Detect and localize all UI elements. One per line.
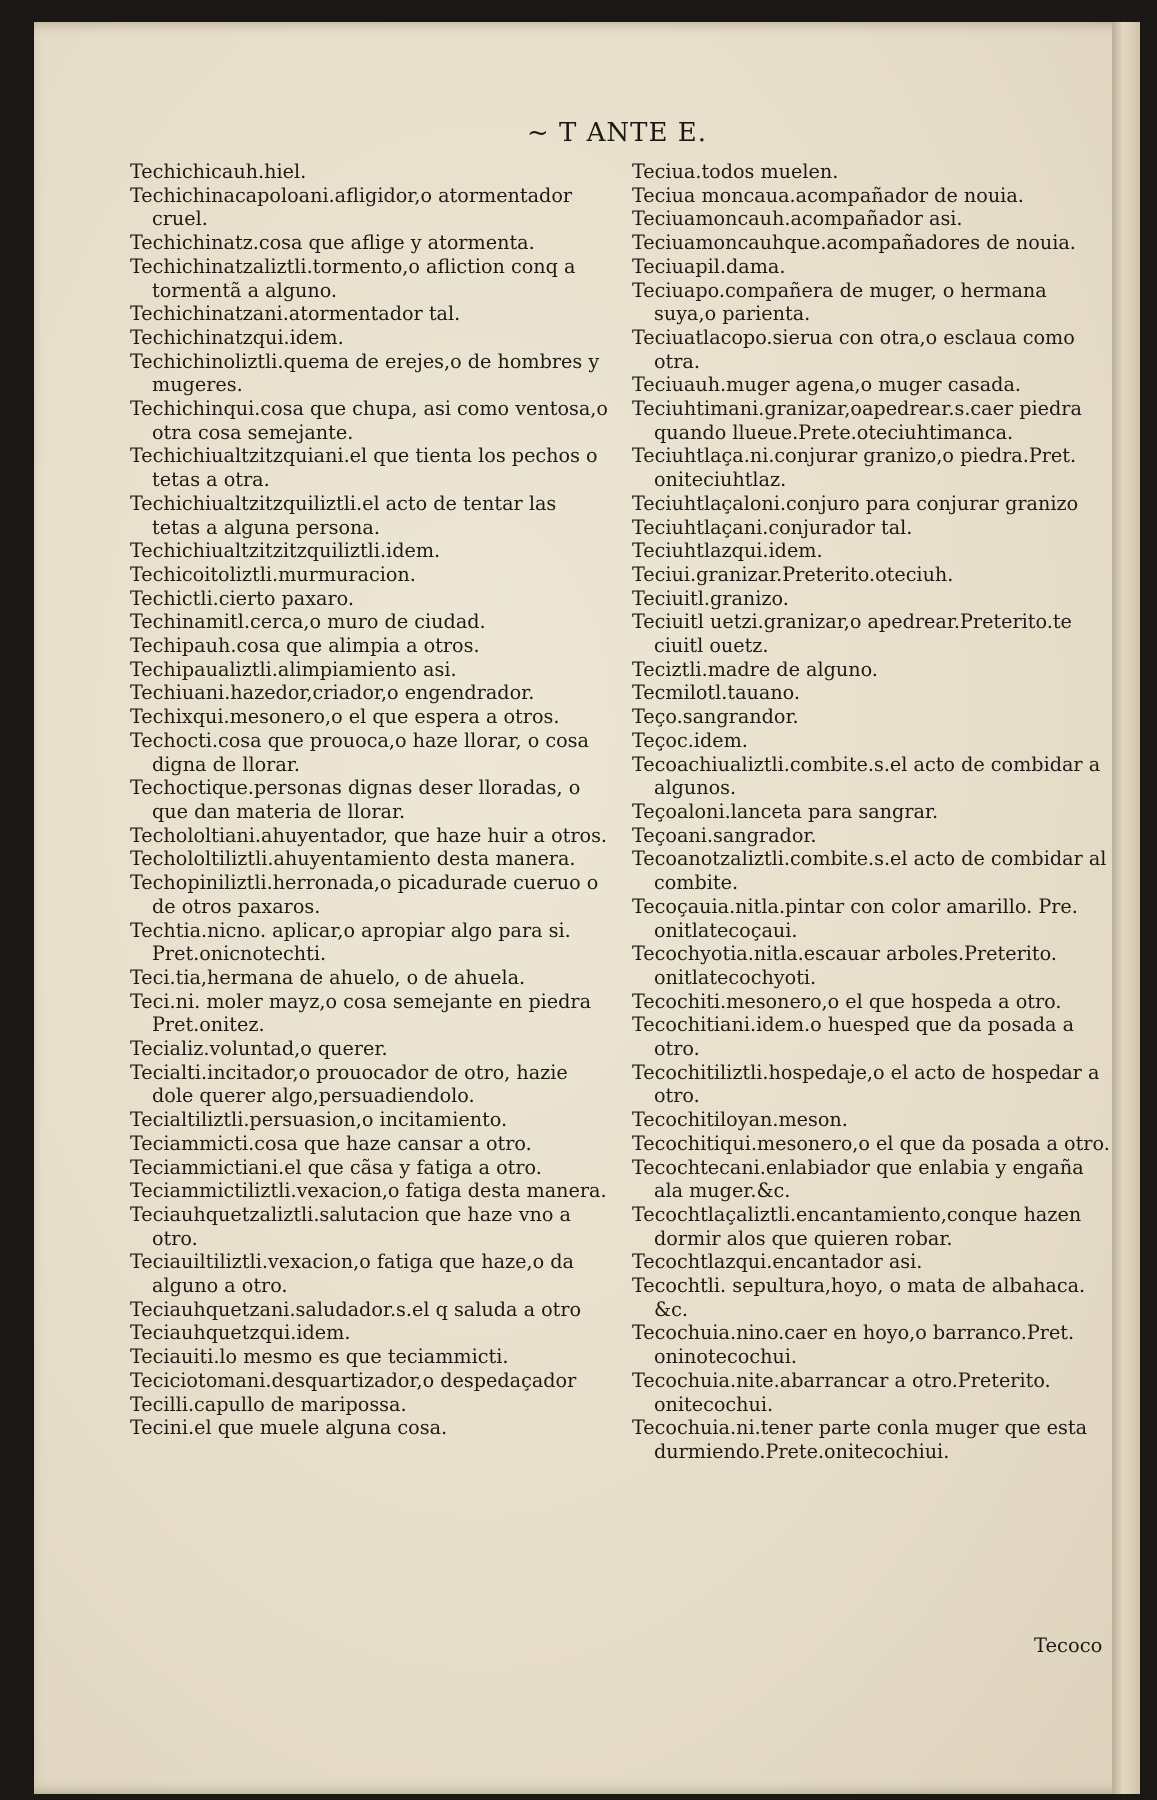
dictionary-entry: Teciui.granizar.Preterito.oteciuh. (632, 562, 954, 586)
dictionary-entry: Tecochitiqui.mesonero,o el que da posada a otro. (632, 1131, 1110, 1155)
dictionary-entry: Teçoc.idem. (632, 728, 748, 752)
dictionary-entry: Teçoaloni.lanceta para sangrar. (632, 799, 939, 823)
dictionary-entry: Techichinatz.cosa que aflige y atormenta. (130, 231, 535, 255)
dictionary-entry: Teciuamoncauh.acompañador asi. (632, 207, 963, 231)
dictionary-entry: Teciuamoncauhque.acompañadores de nouia. (632, 231, 1076, 255)
dictionary-entry: Tecochuia.ni.tener parte conla muger que esta durmiendo.Prete.onitecochiui. (632, 1416, 1088, 1463)
dictionary-entry: Teçoani.sangrador. (632, 823, 817, 847)
dictionary-entry: Teciuitl uetzi.granizar,o apedrear.Preterito.te ciuitl ouetz. (632, 610, 1072, 658)
dictionary-entry: Tecialti.incitador,o prouocador de otro, hazie dole querer algo,persuadiendolo. (130, 1060, 568, 1108)
dictionary-entry: Techichiualtzitzquiliztli.el acto de tentar las tetas a alguna persona. (130, 491, 557, 539)
dictionary-entry: Tecochuia.nino.caer en hoyo,o barranco.Pret. oninotecochui. (632, 1321, 1075, 1369)
dictionary-entry: Techichinatzani.atormentador tal. (130, 302, 461, 326)
dictionary-entry: Techichinatzaliztli.tormento,o afliction conq a tormentã a alguno. (130, 254, 576, 302)
dictionary-entry: Techictli.cierto paxaro. (130, 586, 354, 610)
dictionary-entry: Techixqui.mesonero,o el que espera a otros. (130, 705, 560, 729)
dictionary-entry: Tecochyotia.nitla.escauar arboles.Preterito. onitlatecochyoti. (632, 942, 1057, 989)
dictionary-entry: Tecochiti.mesonero,o el que hospeda a otro. (632, 989, 1062, 1013)
dictionary-entry: Teciammictiliztli.vexacion,o fatiga desta manera. (130, 1179, 607, 1203)
dictionary-entry: Techichiualtzitzquiani.el que tienta los pechos o tetas a otra. (130, 444, 598, 492)
dictionary-entry: Tecochtecani.enlabiador que enlabia y engaña ala muger.&c. (632, 1155, 1084, 1203)
dictionary-entry: Techicoitoliztli.murmuracion. (130, 562, 416, 586)
dictionary-entry: Techtia.nicno. aplicar,o apropiar algo para si. Pret.onicnotechti. (130, 918, 571, 966)
catchword: Tecoco (1034, 1634, 1103, 1657)
dictionary-entry: Teciammicti.cosa que haze cansar a otro. (130, 1131, 532, 1155)
dictionary-entry: Tecializ.voluntad,o querer. (130, 1037, 388, 1061)
dictionary-entry: Techinamitl.cerca,o muro de ciudad. (130, 610, 486, 634)
dictionary-entry: Teci.tia,hermana de ahuelo, o de ahuela. (130, 965, 526, 989)
dictionary-entry: Tecochtlaçaliztli.encantamiento,conque hazen dormir alos que quieren robar. (632, 1202, 1082, 1250)
dictionary-entry: Tecochitiani.idem.o huesped que da posada a otro. (632, 1013, 1075, 1061)
dictionary-entry: Teciuapil.dama. (632, 254, 786, 278)
dictionary-entry: Tecoçauia.nitla.pintar con color amarillo. Pre. onitlatecoçaui. (632, 894, 1078, 942)
dictionary-entry: Teciauhquetzaliztli.salutacion que haze vno a otro. (130, 1202, 571, 1250)
dictionary-entry: Teciuhtlaça.ni.conjurar granizo,o piedra.Pret. oniteciuhtlaz. (632, 444, 1077, 492)
dictionary-entry: Techopiniliztli.herronada,o picadurade cueruo o de otros paxaros. (130, 871, 599, 918)
dictionary-entry: Teciammictiani.el que cãsa y fatiga a otro. (130, 1155, 542, 1179)
dictionary-entry: Techichinqui.cosa que chupa, asi como ventosa,o otra cosa semejante. (130, 397, 608, 444)
dictionary-entry: Tecochitiloyan.meson. (632, 1108, 848, 1132)
dictionary-entry: Techichinoliztli.quema de erejes,o de hombres y mugeres. (130, 349, 600, 397)
facing-page-edge (1112, 22, 1140, 1794)
dictionary-entry: Teciuitl.granizo. (632, 586, 789, 610)
dictionary-entry: Teciua.todos muelen. (632, 160, 839, 183)
running-head: ~ T ANTE E. (526, 118, 707, 148)
dictionary-entry: Teciciotomani.desquartizador,o despedaçador (130, 1368, 577, 1392)
dictionary-entry: Techichinatzqui.idem. (130, 325, 344, 349)
dictionary-entry: Teciuhtlazqui.idem. (632, 539, 823, 563)
dictionary-entry: Teciuhtimani.granizar,oapedrear.s.caer piedra quando llueue.Prete.oteciuhtimanca. (632, 397, 1082, 444)
dictionary-entry: Teciuhtlaçaloni.conjuro para conjurar granizo (632, 491, 1079, 515)
left-column (130, 160, 610, 1440)
dictionary-entry: Techipaualiztli.alimpiamiento asi. (130, 657, 457, 681)
manuscript-page (34, 22, 1140, 1794)
dictionary-entry: Tecmilotl.tauano. (632, 681, 800, 705)
dictionary-entry: Teciuauh.muger agena,o muger casada. (632, 373, 1021, 397)
dictionary-entry: Tecochuia.nite.abarrancar a otro.Preterito. onitecochui. (632, 1368, 1051, 1416)
dictionary-entry: Tecochtli. sepultura,hoyo, o mata de albahaca. &c. (632, 1274, 1086, 1321)
dictionary-entry: Teciauiti.lo mesmo es que teciammicti. (130, 1345, 509, 1369)
dictionary-entry: Teciauhquetzani.saludador.s.el q saluda a otro (130, 1297, 582, 1321)
dictionary-entry: Techichiualtzitzitzquiliztli.idem. (130, 539, 441, 563)
dictionary-entry: Techololtiliztli.ahuyentamiento desta manera. (130, 847, 576, 871)
dictionary-entry: Teço.sangrandor. (632, 705, 799, 729)
dictionary-entry: Tecilli.capullo de maripossa. (130, 1392, 407, 1416)
dictionary-entry: Teciuhtlaçani.conjurador tal. (632, 515, 913, 539)
dictionary-entry: Techocti.cosa que prouoca,o haze llorar, o cosa digna de llorar. (130, 728, 589, 776)
dictionary-entry: Techichinacapoloani.afligidor,o atormentador cruel. (130, 183, 573, 231)
dictionary-entry: Tecialtiliztli.persuasion,o incitamiento. (130, 1108, 508, 1132)
dictionary-entry: Techipauh.cosa que alimpia a otros. (130, 634, 480, 658)
dictionary-entry: Teciuatlacopo.sierua con otra,o esclaua como otra. (632, 325, 1075, 373)
dictionary-entry: Techoctique.personas dignas deser lloradas, o que dan materia de llorar. (130, 776, 581, 823)
dictionary-entry: Tecochtlazqui.encantador asi. (632, 1250, 923, 1274)
dictionary-entry: Tecoanotzaliztli.combite.s.el acto de combidar al combite. (632, 847, 1107, 895)
dictionary-entry: Teci.ni. moler mayz,o cosa semejante en piedra Pret.onitez. (130, 989, 592, 1037)
dictionary-entry: Tecoachiualiztli.combite.s.el acto de combidar a algunos. (632, 752, 1101, 800)
dictionary-entry: Tecochitiliztli.hospedaje,o el acto de hospedar a otro. (632, 1060, 1100, 1108)
right-column (632, 160, 1112, 1464)
dictionary-entry: Tecini.el que muele alguna cosa. (130, 1416, 448, 1440)
dictionary-entry: Techiuani.hazedor,criador,o engendrador. (130, 681, 535, 705)
dictionary-entry: Teciztli.madre de alguno. (632, 657, 878, 681)
dictionary-entry: Teciua moncaua.acompañador de nouia. (632, 183, 1024, 207)
dictionary-entry: Techololtiani.ahuyentador, que haze huir a otros. (130, 823, 608, 847)
dictionary-entry: Teciauhquetzqui.idem. (130, 1321, 351, 1345)
dictionary-entry: Teciauiltiliztli.vexacion,o fatiga que haze,o da alguno a otro. (130, 1250, 574, 1298)
dictionary-entry: Techichicauh.hiel. (130, 160, 307, 183)
dictionary-entry: Teciuapo.compañera de muger, o hermana suya,o parienta. (632, 278, 1047, 326)
